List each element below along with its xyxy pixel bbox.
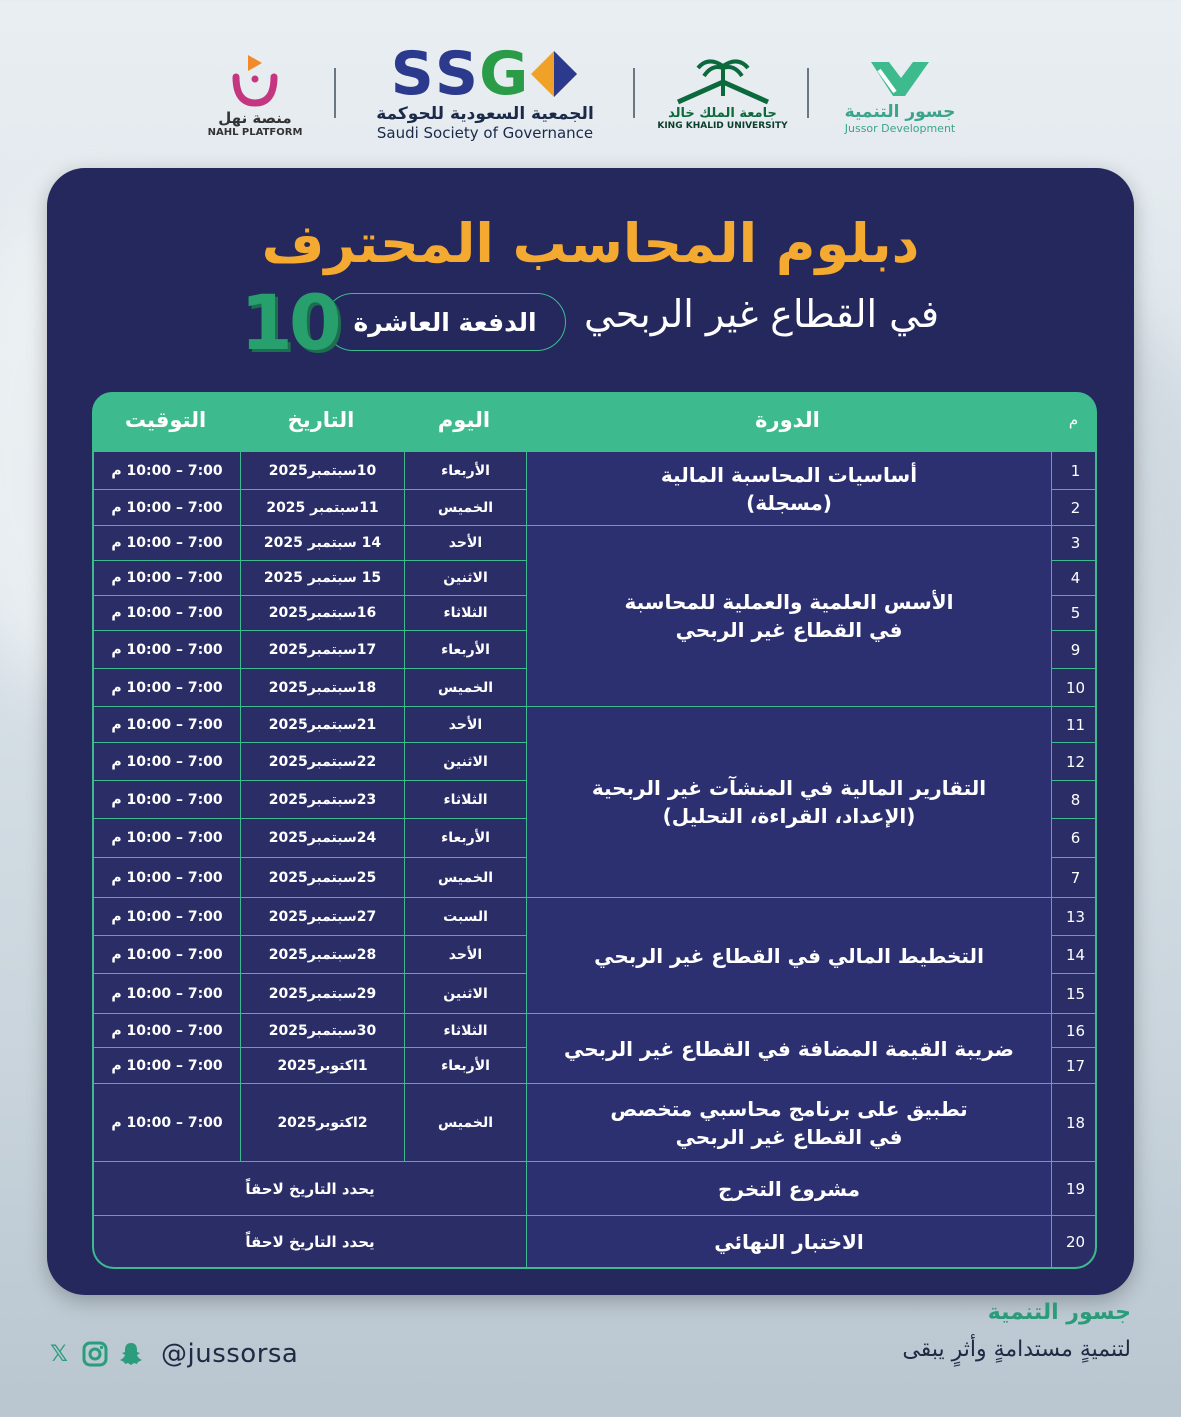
row-number: 1 [1052, 452, 1097, 490]
jussor-logo-ar: جسور التنمية [844, 101, 956, 122]
session-time: 7:00 – 10:00 م [94, 669, 241, 707]
row-number: 3 [1052, 526, 1097, 561]
session-day: الاثنين [405, 561, 527, 596]
session-time: 7:00 – 10:00 م [94, 858, 241, 898]
nahl-logo-ar: منصة نهل [218, 108, 292, 127]
row-number: 10 [1052, 669, 1097, 707]
session-date: 1اكتوبر2025 [241, 1048, 405, 1084]
session-date: 28سبتمبر2025 [241, 936, 405, 974]
session-date: 23سبتمبر2025 [241, 781, 405, 819]
footer-tagline: لتنميةٍ مستدامةٍ وأثرٍ يبقى [902, 1337, 1131, 1362]
nahl-logo [205, 38, 305, 148]
date-tbd: يحدد التاريخ لاحقاً [94, 1162, 527, 1216]
session-time: 7:00 – 10:00 م [94, 452, 241, 490]
row-number: 13 [1052, 898, 1097, 936]
course-name: ضريبة القيمة المضافة في القطاع غير الربحي [527, 1014, 1052, 1084]
session-time: 7:00 – 10:00 م [94, 819, 241, 858]
session-date: 22سبتمبر2025 [241, 743, 405, 781]
row-number: 8 [1052, 781, 1097, 819]
session-date: 27سبتمبر2025 [241, 898, 405, 936]
session-day: الأحد [405, 526, 527, 561]
session-day: الثلاثاء [405, 596, 527, 631]
kku-logo-en: KING KHALID UNIVERSITY [657, 120, 788, 131]
table-body [92, 452, 1097, 1269]
session-time: 7:00 – 10:00 م [94, 781, 241, 819]
ssg-diamond-icon [529, 49, 579, 99]
batch-number: 10 [240, 278, 338, 367]
row-number: 7 [1052, 858, 1097, 898]
jussor-mark-icon [865, 52, 935, 102]
ssg-logo-en: Saudi Society of Governance [376, 124, 594, 142]
session-time: 7:00 – 10:00 م [94, 596, 241, 631]
session-time: 7:00 – 10:00 م [94, 743, 241, 781]
session-time: 7:00 – 10:00 م [94, 526, 241, 561]
row-number: 6 [1052, 819, 1097, 858]
session-day: الأربعاء [405, 631, 527, 669]
course-name: مشروع التخرج [527, 1162, 1052, 1216]
session-day: الأربعاء [405, 1048, 527, 1084]
jussor-logo [835, 38, 965, 148]
session-day: الثلاثاء [405, 781, 527, 819]
course-name: أساسيات المحاسبة المالية (مسجلة) [527, 452, 1052, 526]
page-subtitle: في القطاع غير الربحي [583, 292, 939, 336]
session-date: 16سبتمبر2025 [241, 596, 405, 631]
session-time: 7:00 – 10:00 م [94, 936, 241, 974]
session-date: 17سبتمبر2025 [241, 631, 405, 669]
session-date: 24سبتمبر2025 [241, 819, 405, 858]
header-time: التوقيت [124, 408, 207, 432]
session-date: 14 سبتمبر 2025 [241, 526, 405, 561]
session-time: 7:00 – 10:00 م [94, 707, 241, 743]
session-date: 2اكتوبر2025 [241, 1084, 405, 1162]
session-day: الأربعاء [405, 452, 527, 490]
session-time: 7:00 – 10:00 م [94, 1084, 241, 1162]
page-title: دبلوم المحاسب المحترف [261, 212, 920, 275]
instagram-icon[interactable] [81, 1340, 109, 1368]
session-date: 21سبتمبر2025 [241, 707, 405, 743]
session-time: 7:00 – 10:00 م [94, 561, 241, 596]
session-date: 10سبتمبر2025 [241, 452, 405, 490]
nahl-logo-en: NAHL PLATFORM [207, 126, 303, 138]
row-number: 11 [1052, 707, 1097, 743]
row-number: 17 [1052, 1048, 1097, 1084]
session-time: 7:00 – 10:00 م [94, 1048, 241, 1084]
row-number: 5 [1052, 596, 1097, 631]
row-number: 20 [1052, 1216, 1097, 1269]
table-header [92, 392, 1097, 452]
session-date: 25سبتمبر2025 [241, 858, 405, 898]
date-tbd: يحدد التاريخ لاحقاً [94, 1216, 527, 1269]
row-number: 9 [1052, 631, 1097, 669]
session-day: الخميس [405, 490, 527, 526]
session-date: 11سبتمبر 2025 [241, 490, 405, 526]
row-number: 16 [1052, 1014, 1097, 1048]
jussor-logo-en: Jussor Development [844, 121, 956, 135]
course-name: تطبيق على برنامج محاسبي متخصص في القطاع غير الربحي [527, 1084, 1052, 1162]
row-number: 15 [1052, 974, 1097, 1014]
kku-logo [655, 38, 790, 148]
ssg-logo [370, 38, 600, 148]
session-day: الأحد [405, 707, 527, 743]
kku-logo-ar: جامعة الملك خالد [668, 105, 777, 121]
snapchat-icon[interactable] [117, 1340, 145, 1368]
header-num: م [1068, 411, 1079, 429]
session-time: 7:00 – 10:00 م [94, 1014, 241, 1048]
ssg-mark: S S G [391, 44, 580, 104]
course-name: التقارير المالية في المنشآت غير الربحية (الإعداد، القراءة، التحليل) [527, 707, 1052, 898]
session-day: الخميس [405, 669, 527, 707]
social-handle[interactable]: @jussorsa [161, 1339, 299, 1369]
session-time: 7:00 – 10:00 م [94, 974, 241, 1014]
row-number: 14 [1052, 936, 1097, 974]
session-day: الخميس [405, 858, 527, 898]
session-day: الاثنين [405, 743, 527, 781]
session-date: 15 سبتمبر 2025 [241, 561, 405, 596]
ssg-logo-ar: الجمعية السعودية للحوكمة [376, 104, 594, 124]
session-day: الاثنين [405, 974, 527, 1014]
schedule-table [92, 392, 1097, 1269]
logo-divider [633, 68, 635, 118]
batch-label: الدفعة العاشرة [324, 293, 566, 351]
course-name: الأسس العلمية والعملية للمحاسبة في القطاع غير الربحي [527, 526, 1052, 707]
row-number: 4 [1052, 561, 1097, 596]
row-number: 12 [1052, 743, 1097, 781]
logo-divider [807, 68, 809, 118]
course-name: الاختبار النهائي [527, 1216, 1052, 1269]
social-links [45, 1334, 298, 1374]
header-date: التاريخ [287, 408, 355, 432]
session-date: 29سبتمبر2025 [241, 974, 405, 1014]
session-day: الخميس [405, 1084, 527, 1162]
footer-brand-name: جسور التنمية [987, 1300, 1131, 1325]
row-number: 18 [1052, 1084, 1097, 1162]
session-time: 7:00 – 10:00 م [94, 898, 241, 936]
session-day: الثلاثاء [405, 1014, 527, 1048]
row-number: 2 [1052, 490, 1097, 526]
course-name: التخطيط المالي في القطاع غير الربحي [527, 898, 1052, 1014]
session-day: الأحد [405, 936, 527, 974]
row-number: 19 [1052, 1162, 1097, 1216]
logo-divider [334, 68, 336, 118]
x-icon[interactable]: 𝕏 [50, 1341, 68, 1367]
header-day: اليوم [437, 408, 491, 432]
session-time: 7:00 – 10:00 م [94, 631, 241, 669]
nahl-mark-icon [228, 49, 282, 107]
session-date: 30سبتمبر2025 [241, 1014, 405, 1048]
kku-palm-icon [668, 56, 778, 106]
session-time: 7:00 – 10:00 م [94, 490, 241, 526]
session-day: الأربعاء [405, 819, 527, 858]
session-date: 18سبتمبر2025 [241, 669, 405, 707]
partner-logos [0, 38, 1181, 148]
header-course: الدورة [755, 408, 820, 432]
session-day: السبت [405, 898, 527, 936]
